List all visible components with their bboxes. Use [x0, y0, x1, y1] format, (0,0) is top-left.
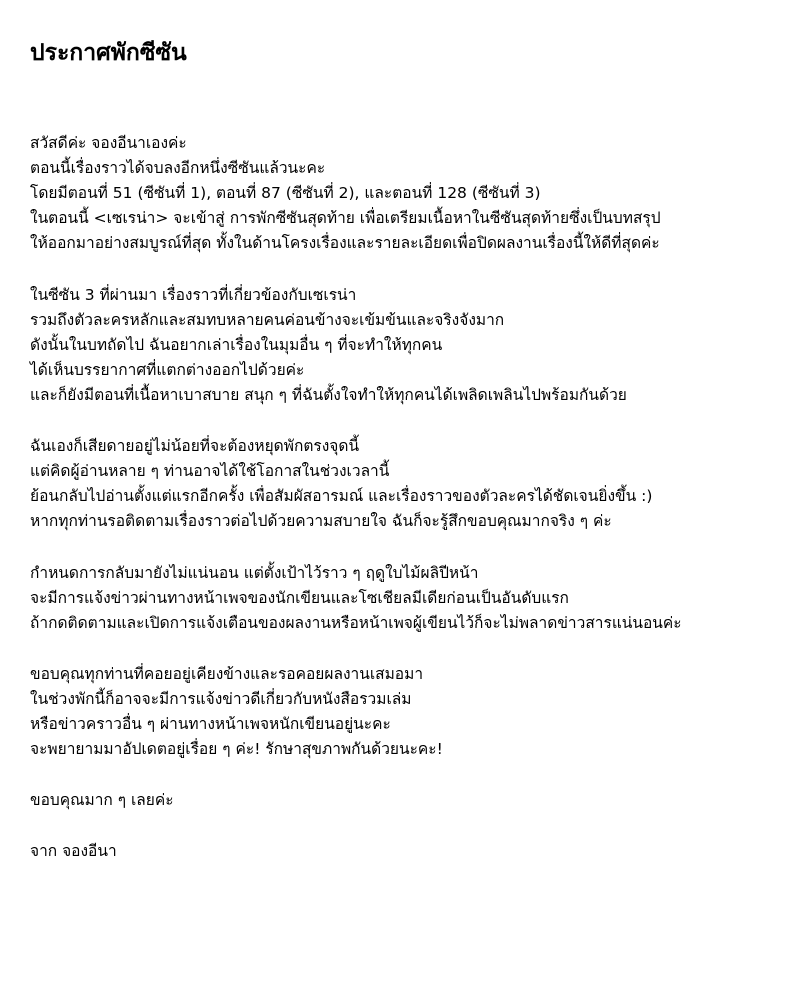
paragraph-line: ดังนั้นในบทถัดไป ฉันอยากเล่าเรื่องในมุมอื่น ๆ ที่จะทำให้ทุกคน — [30, 335, 443, 354]
paragraph-line: สวัสดีค่ะ จองอีนาเองค่ะ — [30, 134, 187, 153]
paragraph-line: จะพยายามมาอัปเดตอยู่เรื่อย ๆ ค่ะ! รักษาสุขภาพกันด้วยนะคะ! — [30, 740, 443, 759]
paragraph-line: หรือข่าวคราวอื่น ๆ ผ่านทางหน้าเพจหนักเขียนอยู่นะคะ — [30, 715, 391, 734]
paragraph-line: ถ้ากดติดตามและเปิดการแจ้งเตือนของผลงานหรือหน้าเพจผู้เขียนไว้ก็จะไม่พลาดข่าวสารแน่นอนค่ะ — [30, 613, 682, 632]
paragraph-line: โดยมีตอนที่ 51 (ซีซันที่ 1), ตอนที่ 87 (ซีซันที่ 2), และตอนที่ 128 (ซีซันที่ 3) — [30, 184, 541, 203]
paragraph-line: ขอบคุณทุกท่านที่คอยอยู่เคียงข้างและรอคอยผลงานเสมอมา — [30, 664, 424, 683]
paragraph-line: รวมถึงตัวละครหลักและสมทบหลายคนค่อนข้างจะเข้มข้นและจริงจังมาก — [30, 310, 505, 329]
paragraph-line: ให้ออกมาอย่างสมบูรณ์ที่สุด ทั้งในด้านโครงเรื่องและรายละเอียดเพื่อปิดผลงานเรื่องนี้ให้ดีที่สุดค่ะ — [30, 234, 660, 253]
paragraph-line: ได้เห็นบรรยากาศที่แตกต่างออกไปด้วยค่ะ — [30, 360, 305, 379]
paragraph-line: ขอบคุณมาก ๆ เลยค่ะ — [30, 791, 174, 810]
paragraph-line: ตอนนี้เรื่องราวได้จบลงอีกหนึ่งซีซันแล้วนะคะ — [30, 159, 326, 178]
paragraph-greeting — [30, 131, 770, 257]
paragraph-line: ในตอนนี้ <เซเรน่า> จะเข้าสู่ การพักซีซันสุดท้าย เพื่อเตรียมเนื้อหาในซีซันสุดท้ายซึ่งเป็นบทสรุป — [30, 209, 661, 228]
paragraph-line: และก็ยังมีตอนที่เนื้อหาเบาสบาย สนุก ๆ ที่ฉันตั้งใจทำให้ทุกคนได้เพลิดเพลินไปพร้อมกันด้วย — [30, 386, 627, 405]
paragraph-line: หากทุกท่านรอติดตามเรื่องราวต่อไปด้วยความสบายใจ ฉันก็จะรู้สึกขอบคุณมากจริง ๆ ค่ะ — [30, 512, 612, 531]
signature-line: จาก จองอีนา — [30, 842, 117, 861]
paragraph-line: ในซีซัน 3 ที่ผ่านมา เรื่องราวที่เกี่ยวข้องกับเซเรน่า — [30, 285, 357, 304]
paragraph-feelings — [30, 434, 770, 534]
paragraph-closing-thanks — [30, 788, 770, 813]
paragraph-season-three-recap — [30, 283, 770, 409]
paragraph-line: ในช่วงพักนี้ก็อาจจะมีการแจ้งข่าวดีเกี่ยวกับหนังสือรวมเล่ม — [30, 690, 412, 709]
paragraph-line: แต่คิดผู้อ่านหลาย ๆ ท่านอาจได้ใช้โอกาสในช่วงเวลานี้ — [30, 462, 390, 481]
page-title: ประกาศพักซีซัน — [30, 40, 187, 66]
paragraph-signature — [30, 839, 770, 864]
paragraph-line: ย้อนกลับไปอ่านตั้งแต่แรกอีกครั้ง เพื่อสัมผัสอารมณ์ และเรื่องราวของตัวละครได้ชัดเจนยิ่งขึ้น :) — [30, 487, 653, 506]
paragraph-return-schedule — [30, 561, 770, 636]
paragraph-thanks — [30, 662, 770, 762]
paragraph-line: ฉันเองก็เสียดายอยู่ไม่น้อยที่จะต้องหยุดพักตรงจุดนี้ — [30, 437, 360, 456]
paragraph-line: จะมีการแจ้งข่าวผ่านทางหน้าเพจของนักเขียนและโซเชียลมีเดียก่อนเป็นอันดับแรก — [30, 588, 569, 607]
paragraph-line: กำหนดการกลับมายังไม่แน่นอน แต่ตั้งเป้าไว้ราว ๆ ฤดูใบไม้ผลิปีหน้า — [30, 563, 479, 582]
